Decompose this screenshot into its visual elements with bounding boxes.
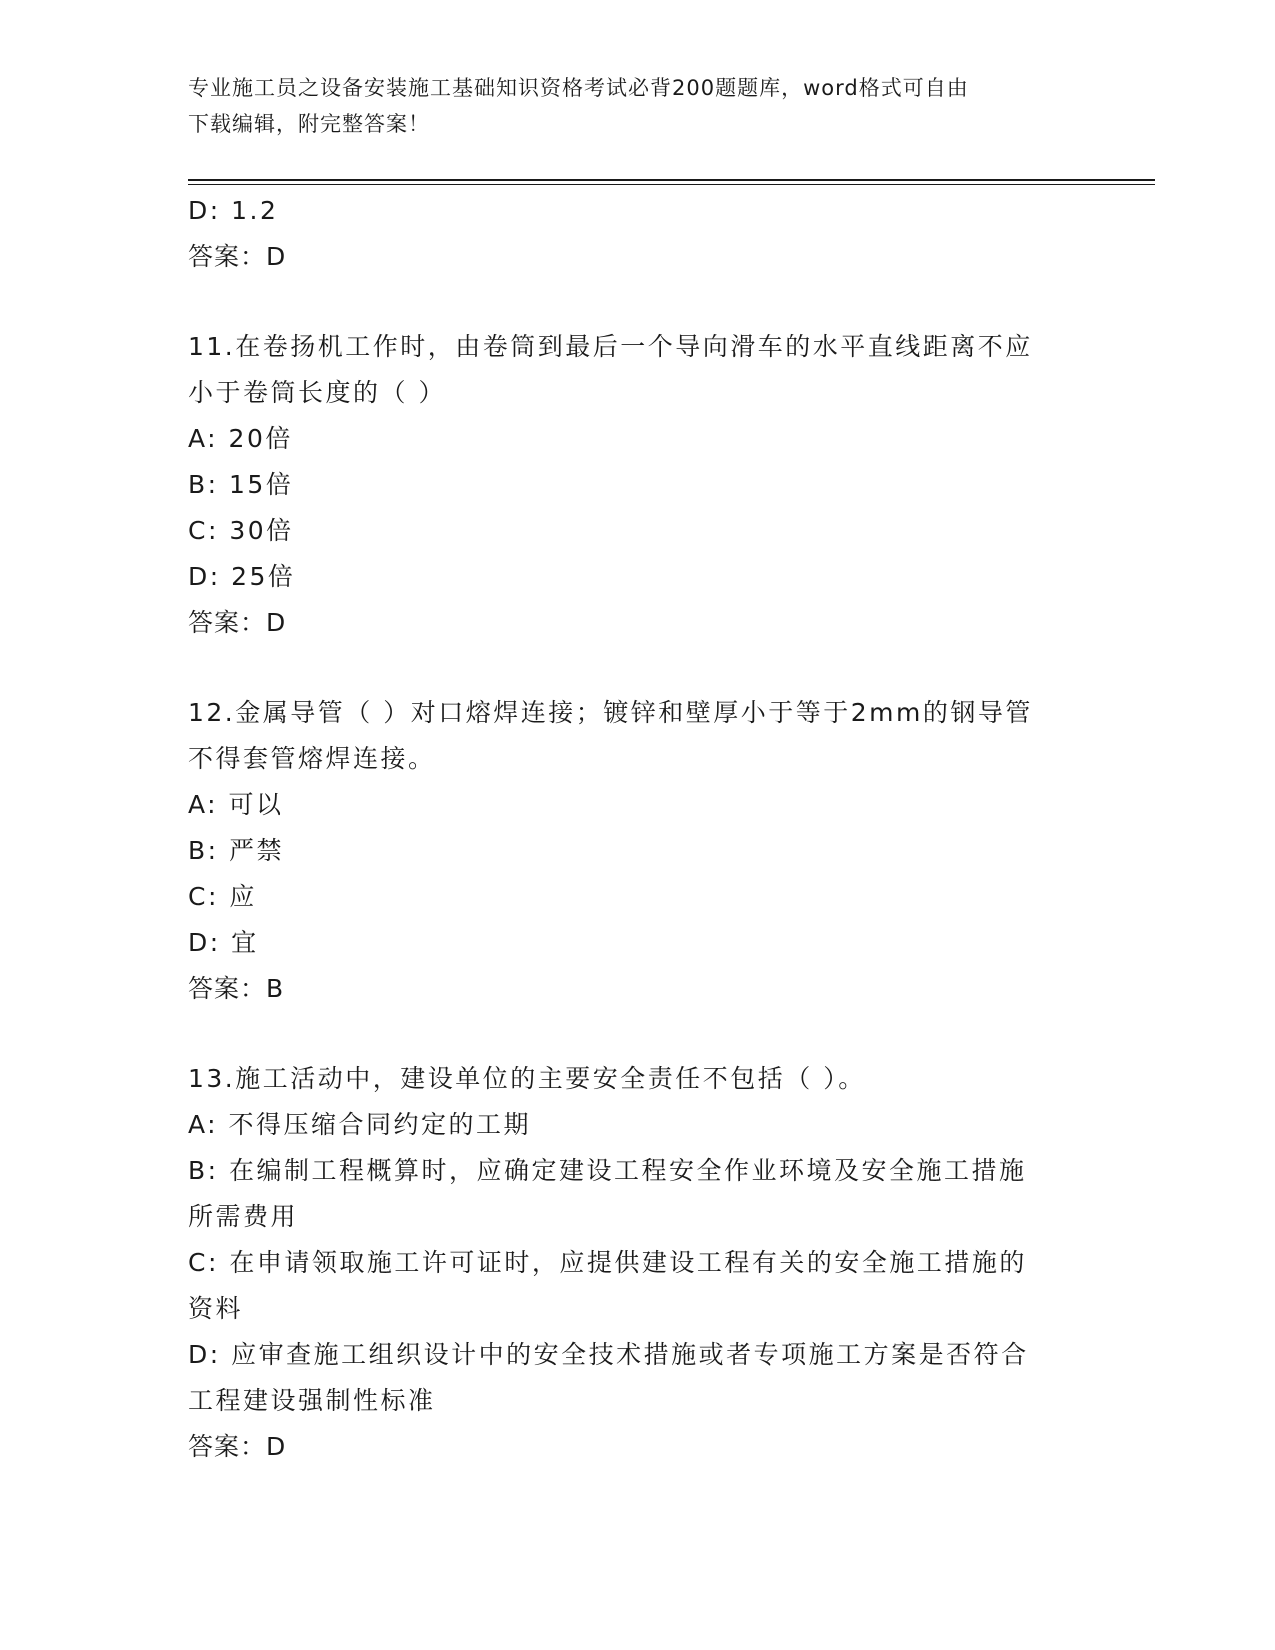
- header-line-1: 专业施工员之设备安装施工基础知识资格考试必背200题题库，word格式可自由: [188, 76, 969, 100]
- option-c: C: 30倍: [188, 516, 294, 545]
- question-stem-line: 12.金属导管（ ）对口熔焊连接；镀锌和壁厚小于等于2mm的钢导管: [188, 698, 1033, 727]
- option-d: D: 25倍: [188, 562, 296, 591]
- answer-line: 答案：D: [188, 1432, 287, 1461]
- option-a: A: 可以: [188, 790, 284, 819]
- question-stem-line: 小于卷筒长度的（ ）: [188, 378, 446, 407]
- option-c: C: 在申请领取施工许可证时，应提供建设工程有关的安全施工措施的: [188, 1248, 1027, 1277]
- document-body: [188, 188, 1088, 1470]
- answer-line: 答案：B: [188, 974, 285, 1003]
- question-stem-line: 不得套管熔焊连接。: [188, 744, 436, 773]
- option-a: A: 20倍: [188, 424, 293, 453]
- option-b: B: 15倍: [188, 470, 294, 499]
- question-11: [188, 324, 1088, 646]
- document-header: [188, 70, 1088, 142]
- header-line-2: 下载编辑，附完整答案！: [188, 112, 430, 136]
- option-b-continued: 所需费用: [188, 1202, 299, 1231]
- option-d: D: 应审查施工组织设计中的安全技术措施或者专项施工方案是否符合: [188, 1340, 1029, 1369]
- option-a: A: 不得压缩合同约定的工期: [188, 1110, 532, 1139]
- header-divider-thin: [188, 184, 1155, 185]
- question-13: [188, 1056, 1088, 1470]
- answer-line: 答案：D: [188, 242, 287, 271]
- question-stem-line: 11.在卷扬机工作时，由卷筒到最后一个导向滑车的水平直线距离不应: [188, 332, 1033, 361]
- question-12: [188, 690, 1088, 1012]
- header-divider-thick: [188, 179, 1155, 181]
- option-c: C: 应: [188, 882, 257, 911]
- option-d: D: 宜: [188, 928, 259, 957]
- previous-question-tail: [188, 188, 1088, 280]
- question-stem-line: 13.施工活动中，建设单位的主要安全责任不包括（ ）。: [188, 1064, 866, 1093]
- option-b: B: 严禁: [188, 836, 285, 865]
- option-b: B: 在编制工程概算时，应确定建设工程安全作业环境及安全施工措施: [188, 1156, 1027, 1185]
- option-d: D: 1.2: [188, 196, 279, 225]
- answer-line: 答案：D: [188, 608, 287, 637]
- option-c-continued: 资料: [188, 1294, 244, 1323]
- option-d-continued: 工程建设强制性标准: [188, 1386, 436, 1415]
